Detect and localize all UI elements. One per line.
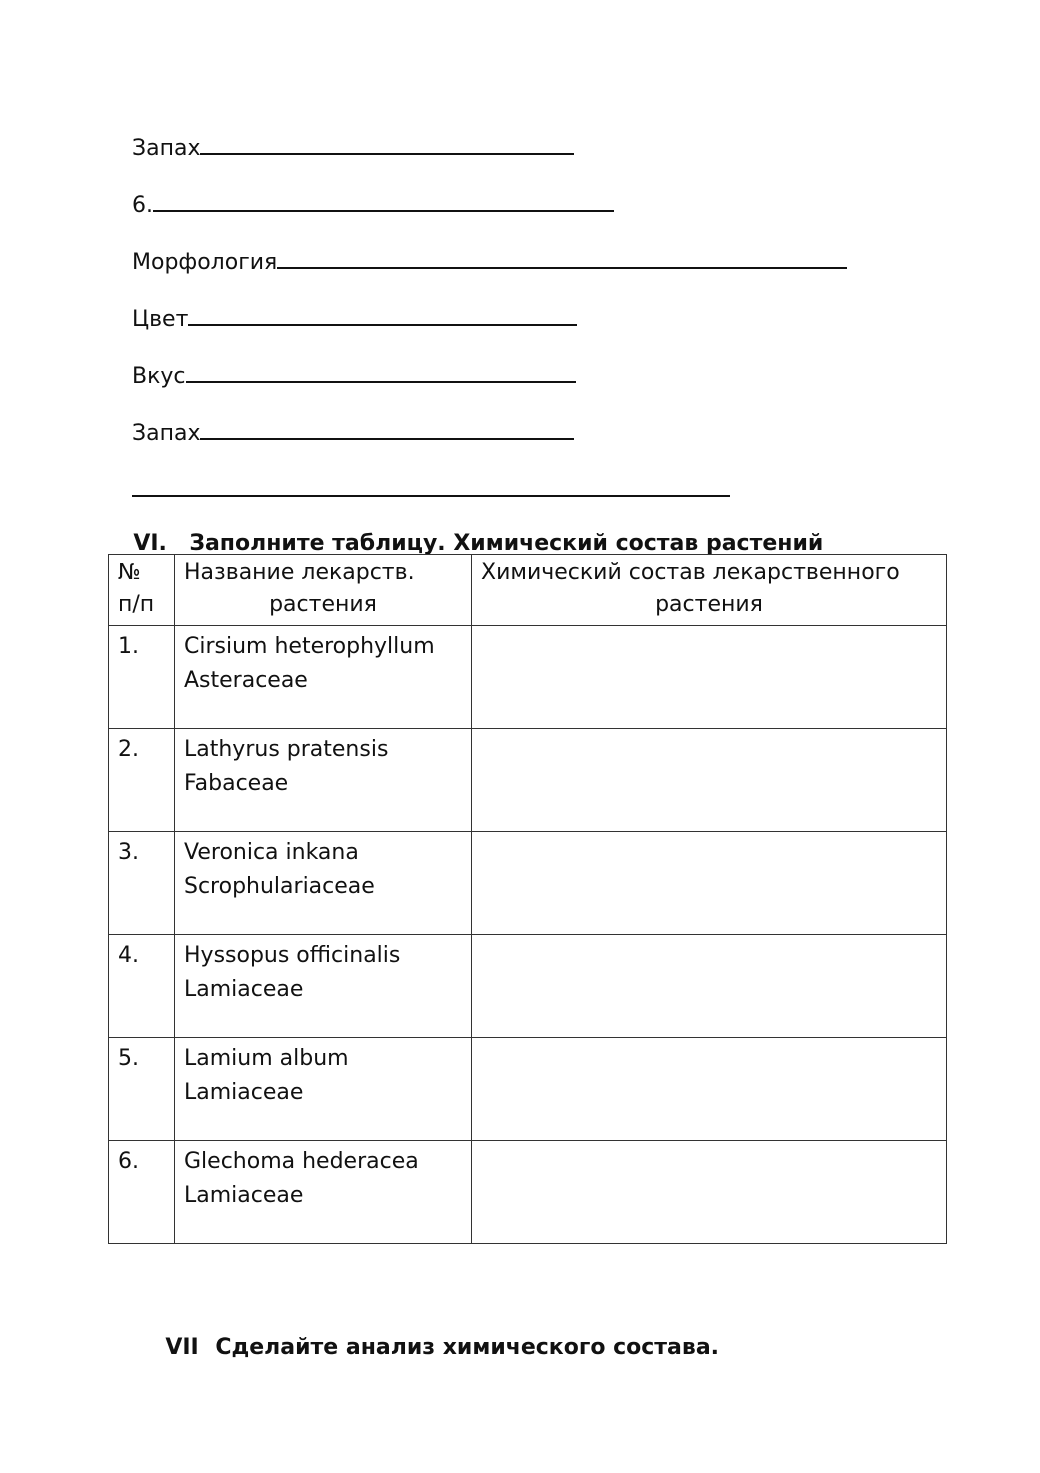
section-vi-heading: [118, 502, 823, 558]
plant-latin-name: Hyssopus officinalis: [184, 943, 401, 968]
table-header-row: [109, 555, 947, 626]
form-label: Вкус: [132, 364, 186, 389]
table-row: [109, 935, 947, 1038]
plant-latin-name: Lamium album: [184, 1046, 349, 1071]
form-line-extra: [118, 445, 730, 505]
form-label: Морфология: [132, 250, 278, 275]
plant-name-cell: [175, 832, 472, 935]
form-line-taste: [118, 331, 576, 391]
table-row: [109, 626, 947, 729]
plant-family: Scrophulariaceae: [184, 874, 375, 899]
plant-latin-name: Cirsium heterophyllum: [184, 634, 435, 659]
blank-field[interactable]: [132, 473, 730, 497]
composition-cell[interactable]: [472, 832, 947, 935]
plant-family: Fabaceae: [184, 771, 289, 796]
composition-cell[interactable]: [472, 1141, 947, 1244]
row-number: 4.: [109, 935, 175, 1038]
form-label: Цвет: [132, 307, 189, 332]
section-title: Сделайте анализ химического состава.: [215, 1335, 720, 1360]
header-num-line2: п/п: [118, 592, 155, 617]
row-number: 6.: [109, 1141, 175, 1244]
header-composition-line1: Химический состав лекарственного: [481, 560, 900, 585]
table-row: [109, 832, 947, 935]
form-line-item-6: [118, 160, 614, 220]
composition-cell[interactable]: [472, 626, 947, 729]
form-line-smell-2: [118, 388, 574, 448]
plant-name-cell: [175, 729, 472, 832]
plant-latin-name: Lathyrus pratensis: [184, 737, 389, 762]
plant-name-cell: [175, 1141, 472, 1244]
plant-family: Asteraceae: [184, 668, 308, 693]
plant-family: Lamiaceae: [184, 977, 304, 1002]
blank-field[interactable]: [153, 188, 614, 212]
composition-cell[interactable]: [472, 935, 947, 1038]
blank-field[interactable]: [277, 245, 847, 269]
header-composition-line2: растения: [655, 592, 763, 617]
plant-name-cell: [175, 1038, 472, 1141]
plant-family: Lamiaceae: [184, 1080, 304, 1105]
chemical-composition-table: [108, 554, 947, 1244]
table-row: [109, 1141, 947, 1244]
section-title: Заполните таблицу. Химический состав растений: [189, 531, 824, 556]
form-label: Запах: [132, 421, 201, 446]
row-number: 5.: [109, 1038, 175, 1141]
blank-field[interactable]: [200, 131, 574, 155]
plant-latin-name: Veronica inkana: [184, 840, 359, 865]
form-label: 6.: [132, 193, 153, 218]
header-num-line1: №: [118, 560, 141, 585]
section-number: VII: [165, 1335, 199, 1360]
row-number: 3.: [109, 832, 175, 935]
plant-family: Lamiaceae: [184, 1183, 304, 1208]
plant-name-cell: [175, 626, 472, 729]
header-num: [109, 555, 175, 626]
form-line-morphology: [118, 217, 847, 277]
composition-cell[interactable]: [472, 1038, 947, 1141]
form-label: Запах: [132, 136, 201, 161]
header-composition: [472, 555, 947, 626]
blank-field[interactable]: [188, 302, 577, 326]
header-name-line2: растения: [269, 592, 377, 617]
header-name-line1: Название лекарств.: [184, 560, 415, 585]
composition-cell[interactable]: [472, 729, 947, 832]
table-row: [109, 729, 947, 832]
form-line-color: [118, 274, 577, 334]
row-number: 2.: [109, 729, 175, 832]
form-line-smell-1: [118, 103, 574, 163]
table-row: [109, 1038, 947, 1141]
row-number: 1.: [109, 626, 175, 729]
blank-field[interactable]: [186, 359, 576, 383]
plant-name-cell: [175, 935, 472, 1038]
blank-field[interactable]: [200, 416, 574, 440]
section-number: VI.: [133, 531, 167, 556]
section-vii-heading: [150, 1306, 719, 1362]
plant-latin-name: Glechoma hederacea: [184, 1149, 419, 1174]
header-name: [175, 555, 472, 626]
